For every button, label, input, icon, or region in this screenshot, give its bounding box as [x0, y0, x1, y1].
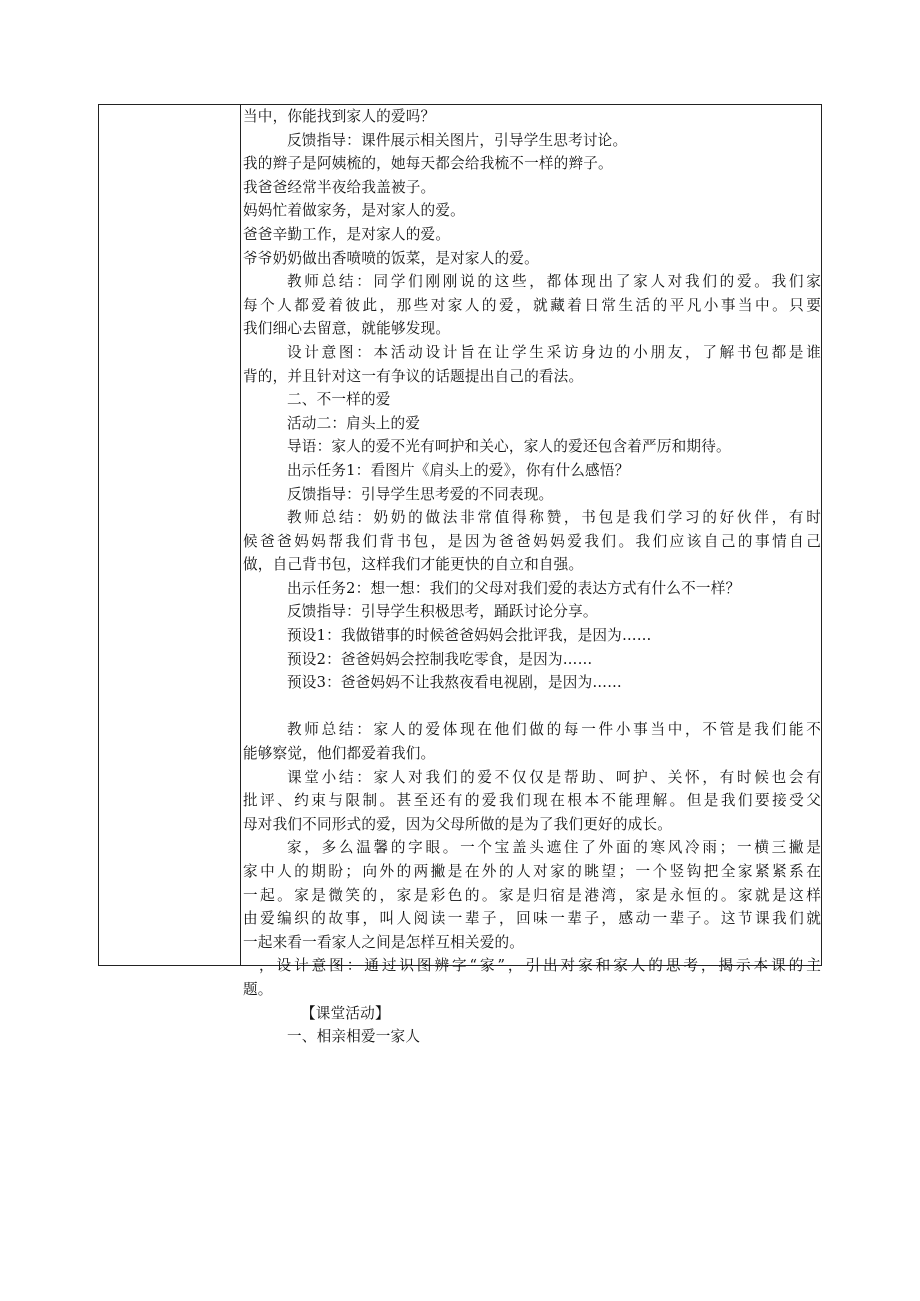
text-line: 预设2：爸爸妈妈会控制我吃零食，是因为…… — [287, 650, 593, 668]
text-line: 候爸爸妈妈帮我们背书包，是因为爸爸妈妈爱我们。我们应该自己的事情自己 — [243, 532, 821, 550]
text-line: 家中人的期盼；向外的两撇是在外的人对家的眺望；一个竖钩把全家紧紧系在 — [243, 863, 821, 880]
text-line: 教师总结：奶奶的做法非常值得称赞，书包是我们学习的好伙伴，有时 — [287, 509, 821, 527]
text-line: 教师总结：同学们刚刚说的这些，都体现出了家人对我们的爱。我们家 — [287, 273, 821, 291]
text-line: 当中，你能找到家人的爱吗？ — [243, 108, 436, 125]
text-line: 题。 — [243, 980, 273, 998]
section-heading: 【课堂活动】 — [301, 1004, 390, 1022]
text-line: 设计意图：本活动设计旨在让学生采访身边的小朋友，了解书包都是谁 — [287, 343, 821, 361]
text-line: 做，自己背书包，这样我们才能更快的自立和自强。 — [243, 556, 584, 574]
text-line: 教师总结：家人的爱体现在他们做的每一件小事当中，不管是我们能不 — [287, 721, 821, 739]
text-line: 预设1：我做错事的时候爸爸妈妈会批评我，是因为…… — [287, 627, 652, 645]
lesson-table — [98, 104, 822, 1046]
text-line: 爸爸辛勤工作，是对家人的爱。 — [243, 225, 451, 243]
text-line: 出示任务1：看图片《肩头上的爱》，你有什么感悟？ — [287, 461, 630, 479]
section-heading: 一、相亲相爱一家人 — [287, 1028, 421, 1046]
text-line: 一起来看一看家人之间是怎样互相关爱的。 — [243, 933, 525, 951]
text-line: 批评、约束与限制。甚至还有的爱我们现在根本不能理解。但是我们要接受父 — [243, 792, 821, 810]
blank-line — [243, 695, 821, 719]
right-column-cell — [241, 105, 821, 1046]
text-line: 我爸爸经常半夜给我盖被子。 — [243, 178, 436, 196]
text-line: 出示任务2：想一想：我们的父母对我们爱的表达方式有什么不一样？ — [287, 579, 741, 597]
text-line: 由爱编织的故事，叫人阅读一辈子，回味一辈子，感动一辈子。这节课我们就 — [243, 910, 821, 928]
section-heading: 二、不一样的爱 — [287, 391, 391, 409]
text-line: 爷爷奶奶做出香喷喷的饭菜，是对家人的爱。 — [243, 249, 539, 267]
text-line: ，设计意图：通过识图辨字“家”，引出对家和家人的思考，揭示本课的主 — [259, 957, 821, 975]
text-line: 反馈指导：引导学生思考爱的不同表现。 — [287, 485, 554, 503]
text-line: 一起。家是微笑的，家是彩色的。家是归宿是港湾，家是永恒的。家就是这样 — [243, 886, 821, 904]
activity-heading: 活动二：肩头上的爱 — [287, 414, 421, 432]
text-line: 背的，并且针对这一有争议的话题提出自己的看法。 — [243, 367, 584, 385]
text-line: 预设3：爸爸妈妈不让我熬夜看电视剧，是因为…… — [287, 674, 622, 692]
text-line: 我的辫子是阿姨梳的，她每天都会给我梳不一样的辫子。 — [243, 155, 613, 173]
text-line: 反馈指导：课件展示相关图片，引导学生思考讨论。 — [287, 131, 628, 149]
text-line: 能够察觉，他们都爱着我们。 — [243, 745, 436, 763]
text-line: 妈妈忙着做家务，是对家人的爱。 — [243, 202, 465, 220]
text-line: 我们细心去留意，就能够发现。 — [243, 320, 451, 338]
text-line: 反馈指导：引导学生积极思考，踊跃讨论分享。 — [287, 603, 598, 621]
text-line: 家，多么温馨的字眼。一个宝盖头遮住了外面的寒风冷雨；一横三撇是 — [287, 839, 821, 857]
lesson-content — [243, 105, 821, 1049]
text-line: 导语：家人的爱不光有呵护和关心，家人的爱还包含着严厉和期待。 — [287, 438, 731, 456]
text-line: 课堂小结：家人对我们的爱不仅仅是帮助、呵护、关怀，有时候也会有 — [287, 768, 821, 786]
text-line: 每个人都爱着彼此，那些对家人的爱，就藏着日常生活的平凡小事当中。只要 — [243, 296, 821, 314]
text-line: 母对我们不同形式的爱，因为父母所做的是为了我们更好的成长。 — [243, 815, 673, 833]
left-column-cell — [99, 105, 241, 965]
